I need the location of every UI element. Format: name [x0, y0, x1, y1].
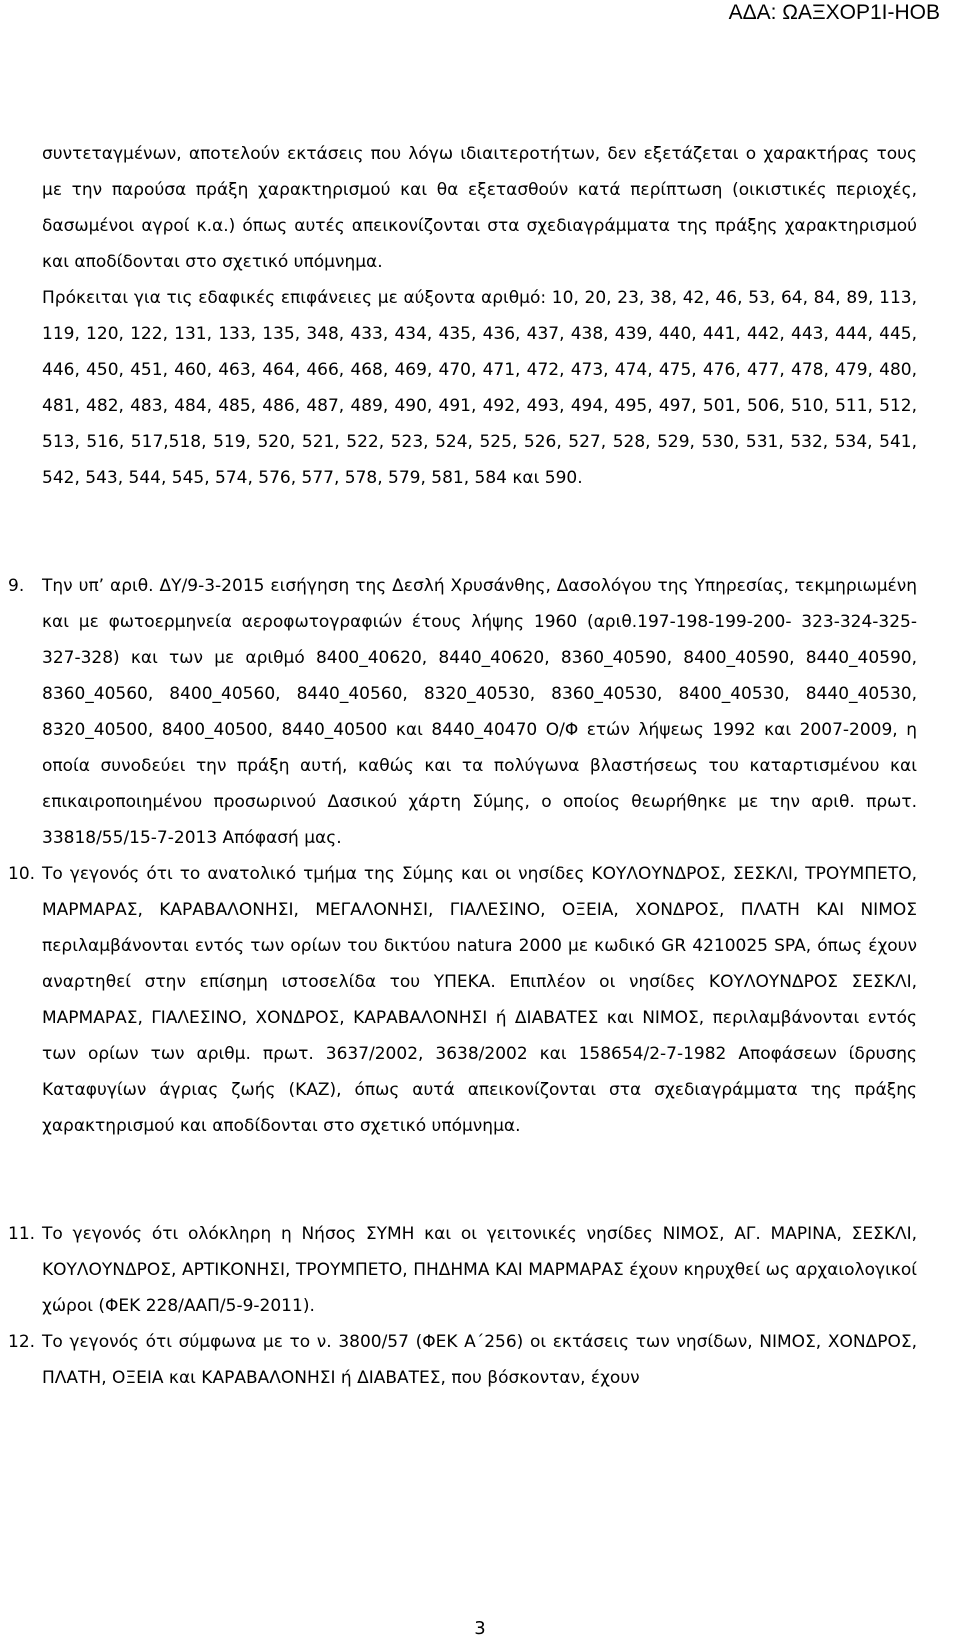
list-item-number: 11.	[8, 1224, 36, 1244]
list-item-number: 12.	[8, 1332, 36, 1352]
list-item-number: 9.	[8, 576, 25, 596]
list-item-text: Το γεγονός ότι το ανατολικό τμήμα της Σύμης και οι νησίδες ΚΟΥΛΟΥΝΔΡΟΣ, ΣΕΣΚΛΙ, ΤΡΟΥΜΠΕΤΟ, ΜΑΡΜΑΡΑΣ, ΚΑΡΑΒΑΛΟΝΗΣΙ, ΜΕΓΑΛΟΝΗΣΙ, ΓΙΑΛΕΣΙΝΟ, ΟΞΕΙΑ, ΧΟΝΔΡΟΣ, ΠΛΑΤΗ ΚΑΙ ΝΙΜΟΣ περιλαμβάνονται εντός των ορίων του δικτύου natura 2000 με κωδικό GR 4210025 SPA, όπως έχουν αναρτηθεί στην επίσημη ιστοσελίδα του ΥΠΕΚΑ. Επιπλέον οι νησίδες ΚΟΥΛΟΥΝΔΡΟΣ ΣΕΣΚΛΙ, ΜΑΡΜΑΡΑΣ, ΓΙΑΛΕΣΙΝΟ, ΧΟΝΔΡΟΣ, ΚΑΡΑΒΑΛΟΝΗΣΙ ή ΔΙΑΒΑΤΕΣ και ΝΙΜΟΣ, περιλαμβάνονται εντός των ορίων των αριθμ. πρωτ. 3637/2002, 3638/2002 και 158654/2-7-1982 Αποφάσεων ίδρυσης Καταφυγίων άγριας ζωής (ΚΑΖ), όπως αυτά απεικονίζονται στα σχεδιαγράμματα της πράξης χαρακτηρισμού και αποδίδονται στο σχετικό υπόμνημα.	[42, 864, 917, 1136]
list-item-text: Την υπ’ αριθ. ΔΥ/9-3-2015 εισήγηση της Δεσλή Χρυσάνθης, Δασολόγου της Υπηρεσίας, τεκμηριωμένη και με φωτοερμηνεία αεροφωτογραφιών έτους λήψης 1960 (αριθ.197-198-199-200- 323-324-325-327-328) και των με αριθμό 8400_40620, 8440_40620, 8360_40590, 8400_40590, 8440_40590, 8360_40560, 8400_40560, 8440_40560, 8320_40530, 8360_40530, 8400_40530, 8440_40530, 8320_40500, 8400_40500, 8440_40500 και 8440_40470 Ο/Φ ετών λήψεως 1992 και 2007-2009, η οποία συνοδεύει την πράξη αυτή, καθώς και τα πολύγωνα βλαστήσεως του καταρτισμένου και επικαιροποιημένου προσωρινού Δασικού χάρτη Σύμης, ο οποίος θεωρήθηκε με την αριθ. πρωτ. 33818/55/15-7-2013 Απόφασή μας.	[42, 576, 917, 848]
list-item-number: 10.	[8, 864, 36, 884]
list-item-text: Το γεγονός ότι σύμφωνα με το ν. 3800/57 (ΦΕΚ Α΄256) οι εκτάσεις των νησίδων, ΝΙΜΟΣ, ΧΟΝΔΡΟΣ, ΠΛΑΤΗ, ΟΞΕΙΑ και ΚΑΡΑΒΑΛΟΝΗΣΙ ή ΔΙΑΒΑΤΕΣ, που βόσκονταν, έχουν	[42, 1332, 917, 1388]
page-number: 3	[474, 1618, 486, 1639]
document-code: ΑΔΑ: ΩΑΞΧΟΡ1Ι-ΗΟΒ	[728, 1, 940, 24]
list-item-text: Το γεγονός ότι ολόκληρη η Νήσος ΣΥΜΗ και οι γειτονικές νησίδες ΝΙΜΟΣ, ΑΓ. ΜΑΡΙΝΑ, ΣΕΣΚΛΙ, ΚΟΥΛΟΥΝΔΡΟΣ, ΑΡΤΙΚΟΝΗΣΙ, ΤΡΟΥΜΠΕΤΟ, ΠΗΔΗΜΑ ΚΑΙ ΜΑΡΜΑΡΑΣ έχουν κηρυχθεί ως αρχαιολογικοί χώροι (ΦΕΚ 228/ΑΑΠ/5-9-2011).	[42, 1224, 917, 1316]
paragraph-continuation: συντεταγμένων, αποτελούν εκτάσεις που λόγω ιδιαιτεροτήτων, δεν εξετάζεται ο χαρακτήρας τους με την παρούσα πράξη χαρακτηρισμού και θα εξετασθούν κατά περίπτωση (οικιστικές περιοχές, δασωμένοι αγροί κ.α.) όπως αυτές απεικονίζονται στα σχεδιαγράμματα της πράξης χαρακτηρισμού και αποδίδονται στο σχετικό υπόμνημα.	[42, 144, 917, 272]
paragraph-surfaces-list: Πρόκειται για τις εδαφικές επιφάνειες με αύξοντα αριθμό: 10, 20, 23, 38, 42, 46, 53, 64, 84, 89, 113, 119, 120, 122, 131, 133, 135, 348, 433, 434, 435, 436, 437, 438, 439, 440, 441, 442, 443, 444, 445, 446, 450, 451, 460, 463, 464, 466, 468, 469, 470, 471, 472, 473, 474, 475, 476, 477, 478, 479, 480, 481, 482, 483, 484, 485, 486, 487, 489, 490, 491, 492, 493, 494, 495, 497, 501, 506, 510, 511, 512, 513, 516, 517,518, 519, 520, 521, 522, 523, 524, 525, 526, 527, 528, 529, 530, 531, 532, 534, 541, 542, 543, 544, 545, 574, 576, 577, 578, 579, 581, 584 και 590.	[42, 288, 917, 488]
